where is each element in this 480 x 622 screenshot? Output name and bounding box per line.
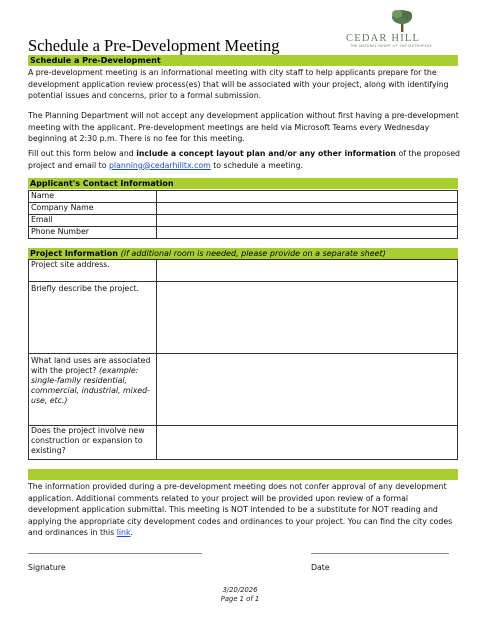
project-label-new-construction: Does the project involve new construction or expansion to existing? (29, 426, 157, 460)
table-row (29, 191, 458, 203)
table-row (29, 354, 458, 426)
project-section-bar (28, 248, 458, 259)
table-row (29, 215, 458, 227)
disclaimer-paragraph (28, 481, 460, 539)
logo-tagline: THE NATURAL HEART OF THE METROPLEX (350, 44, 432, 48)
site-address-field[interactable] (157, 260, 458, 282)
signature-line[interactable] (28, 553, 202, 554)
date-line[interactable] (311, 553, 449, 554)
codes-ordinances-link[interactable]: link (116, 528, 131, 537)
signature-label: Signature (28, 563, 66, 572)
email-field[interactable] (157, 215, 458, 227)
table-row (29, 260, 458, 282)
land-uses-question: What land uses are associated with the project? (31, 356, 151, 375)
project-label-land-uses (29, 354, 157, 426)
intro-p3-start: Fill out this form below and (28, 149, 137, 158)
disclaimer-end: . (130, 528, 133, 537)
intro-paragraph-2: The Planning Department will not accept any development application without first having a pre-development meeting with the applicant. Pre-development meetings are held via Microsoft Teams every Wednesday beginning at 2:30 p.m. There is no fee for this meeting. (28, 111, 459, 143)
land-uses-example: (example: single-family residential, commercial, industrial, mixed-use, etc.) (31, 366, 150, 405)
tree-icon (390, 8, 414, 32)
project-section-label: Project Information (30, 249, 118, 258)
footer-date: 3/20/2026 (222, 586, 258, 594)
city-logo (346, 8, 458, 50)
disclaimer-text: The information provided during a pre-development meeting does not confer approval of any development application. Additional comments related to your project will be provided upon review of a formal development application submittal. This meeting is NOT intended to be a substitute for NOT reading and applying the appropriate city development codes and ordinances to your project. You can find the city codes and ordinances in this (28, 482, 453, 537)
intro-paragraph-3 (28, 148, 460, 171)
land-uses-field[interactable] (157, 354, 458, 426)
page-title: Schedule a Pre-Development Meeting (28, 36, 280, 55)
disclaimer-section-bar (28, 469, 458, 480)
table-row (29, 227, 458, 239)
table-row (29, 282, 458, 354)
contact-label-company: Company Name (29, 203, 157, 215)
project-table (28, 259, 458, 460)
name-field[interactable] (157, 191, 458, 203)
intro-paragraph-1: A pre-development meeting is an informational meeting with city staff to help applicants prepare for the development application review process(es) that will be associated with your project, along with identifying potential issues and concerns, prior to a formal submission. (28, 68, 449, 100)
new-construction-field[interactable] (157, 426, 458, 460)
contact-label-phone: Phone Number (29, 227, 157, 239)
intro-section-bar (28, 55, 458, 66)
project-section-note: (if additional room is needed, please provide on a separate sheet) (120, 249, 386, 258)
contact-section-label: Applicant's Contact Information (30, 179, 174, 188)
email-link[interactable]: planning@cedarhilltx.com (108, 160, 211, 170)
intro-section-label: Schedule a Pre-Development (30, 56, 161, 65)
contact-label-name: Name (29, 191, 157, 203)
project-label-describe: Briefly describe the project. (29, 282, 157, 354)
table-row (29, 426, 458, 460)
intro-p3-bold: include a concept layout plan and/or any other information (136, 149, 396, 158)
contact-section-bar (28, 178, 458, 189)
contact-table (28, 190, 458, 239)
intro-p3-end: to schedule a meeting. (210, 160, 303, 170)
table-row (29, 203, 458, 215)
contact-label-email: Email (29, 215, 157, 227)
date-label: Date (311, 563, 330, 572)
phone-number-field[interactable] (157, 227, 458, 239)
logo-wordmark: CEDAR HILL (346, 33, 421, 44)
footer-page: Page 1 of 1 (220, 595, 260, 603)
company-name-field[interactable] (157, 203, 458, 215)
project-description-field[interactable] (157, 282, 458, 354)
project-label-site-address: Project site address. (29, 260, 157, 282)
intro-p3-mid: of the proposed project and email to (28, 149, 460, 170)
